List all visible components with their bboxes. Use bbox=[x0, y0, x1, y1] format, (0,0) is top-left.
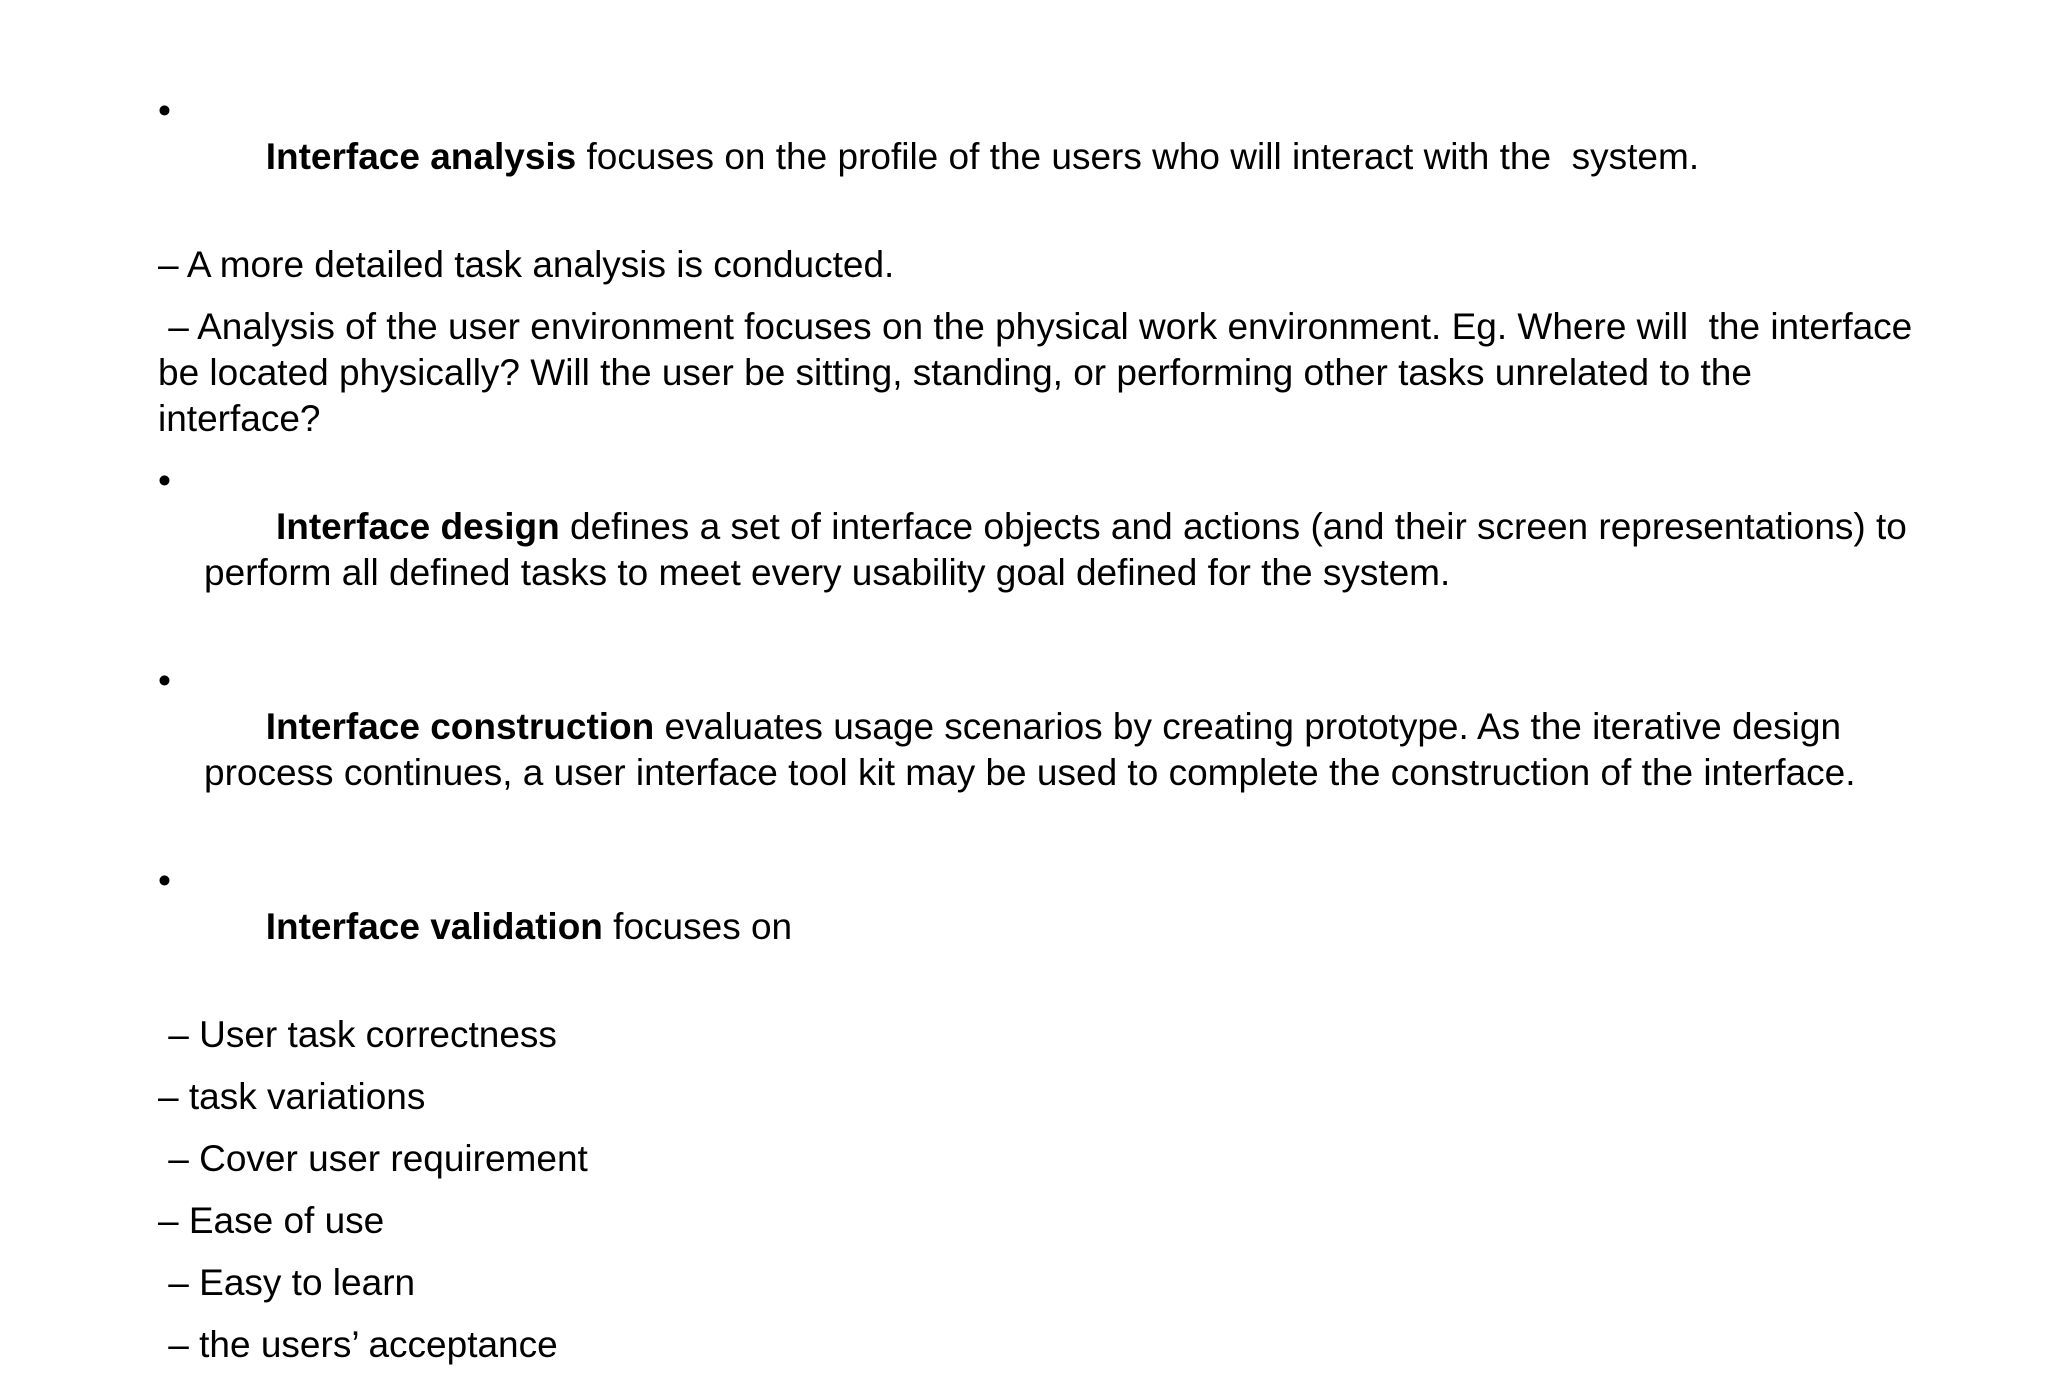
bullet-dot: • bbox=[158, 660, 171, 701]
dash-item-task-correctness: – User task correctness bbox=[158, 1014, 557, 1055]
dash-item-user-environment: – Analysis of the user environment focuses on the physical work environment. Eg. Where will the interface be located physically? Will the user be sitting, standing, or performing other tasks unrelated to the interface? bbox=[158, 306, 1923, 439]
bullet-interface-validation bbox=[158, 858, 1918, 996]
dash-item-ease-of-use: – Ease of use bbox=[158, 1200, 385, 1241]
bullet-interface-construction bbox=[158, 658, 1918, 842]
desc-interface-validation: focuses on bbox=[602, 906, 793, 947]
dash-item-cover-requirement: – Cover user requirement bbox=[158, 1138, 588, 1179]
desc-interface-analysis: focuses on the profile of the users who will interact with the system. bbox=[576, 136, 1700, 177]
desc-interface-construction: evaluates usage scenarios by creating prototype. As the iterative design process continues, a user interface tool kit may be used to complete the construction of the interface. bbox=[204, 706, 1856, 793]
dash-item-task-analysis: – A more detailed task analysis is conducted. bbox=[158, 244, 895, 285]
bullet-dot: • bbox=[158, 460, 171, 501]
bullet-interface-analysis bbox=[158, 88, 1918, 226]
bullet-dot: • bbox=[158, 860, 171, 901]
slide-content bbox=[158, 88, 1923, 1384]
term-interface-design: Interface design bbox=[265, 506, 560, 547]
dash-item-users-acceptance: – the users’ acceptance bbox=[158, 1324, 558, 1365]
term-interface-analysis: Interface analysis bbox=[265, 136, 577, 177]
term-interface-validation: Interface validation bbox=[265, 906, 603, 947]
bullet-dot: • bbox=[158, 90, 171, 131]
term-interface-construction: Interface construction bbox=[265, 706, 655, 747]
dash-item-easy-to-learn: – Easy to learn bbox=[158, 1262, 416, 1303]
dash-item-task-variations: – task variations bbox=[158, 1076, 426, 1117]
desc-interface-design: defines a set of interface objects and actions (and their screen representations) to perform all defined tasks to meet every usability goal defined for the system. bbox=[204, 506, 1918, 593]
bullet-interface-design bbox=[158, 458, 1918, 642]
